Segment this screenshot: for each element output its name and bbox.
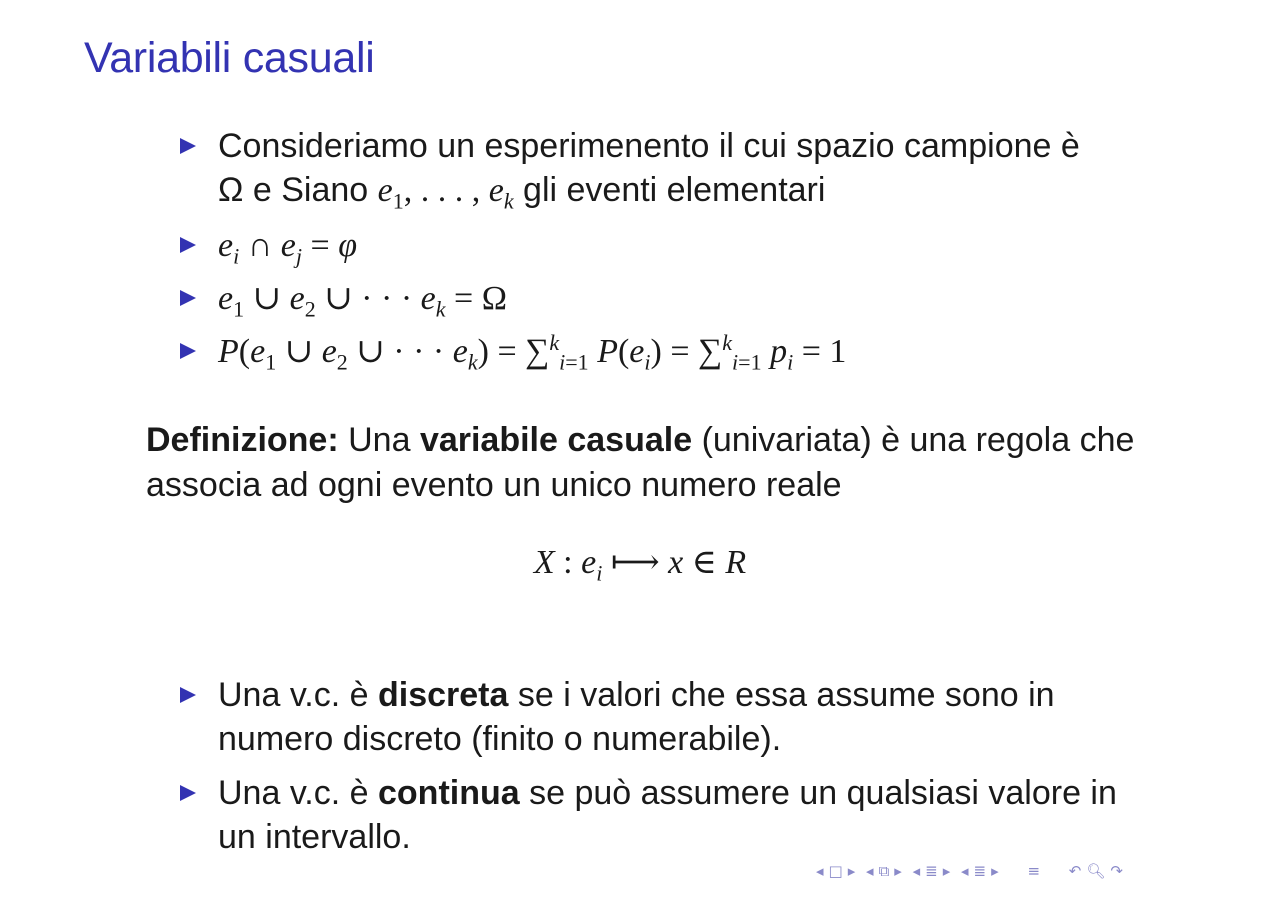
beamer-navigation-bar bbox=[816, 862, 1128, 880]
continuous-post: se può assumere un qualsiasi valore in un intervallo. bbox=[218, 774, 1117, 856]
definition-label: Definizione: bbox=[146, 421, 339, 459]
list-item bbox=[180, 771, 1140, 859]
continuous-pre: Una v.c. è bbox=[218, 774, 378, 812]
union-formula: $e_1$ ∪ $e_2$ ∪ · · · $e_k = \Omega$ bbox=[218, 280, 507, 322]
list-item bbox=[180, 124, 1140, 213]
list-item bbox=[180, 329, 1140, 374]
section2-prev-icon[interactable]: ◂ bbox=[961, 862, 970, 880]
list-item bbox=[180, 673, 1140, 761]
section-next-icon[interactable]: ▸ bbox=[942, 862, 952, 880]
section-prev-icon[interactable]: ◂ bbox=[912, 862, 922, 880]
section2-icon[interactable]: ≣ bbox=[973, 862, 988, 880]
subsection-next-icon[interactable]: ▸ bbox=[894, 862, 903, 880]
bullet-text-line2-suffix: gli eventi elementari bbox=[523, 171, 826, 209]
probability-formula: $P(e_1$ ∪ $e_2$ ∪ · · · $e_k) = \sum^k_{i=1}$ $P(e_i) = \sum^k_{i=1}$ $p_i = 1$ bbox=[218, 329, 847, 375]
section-icon[interactable]: ≣ bbox=[925, 862, 939, 880]
bullet-triangle-icon bbox=[180, 343, 196, 359]
mapping-formula: X : $e_i$ ⟼ x ∈ R bbox=[533, 544, 747, 586]
continuous-term: continua bbox=[378, 774, 520, 812]
bullet-triangle-icon bbox=[180, 290, 196, 306]
disjoint-formula: $e_i$ ∩ $e_j = \varphi$ bbox=[218, 227, 357, 269]
bullet-triangle-icon bbox=[180, 138, 196, 154]
frame-prev-icon[interactable]: ◂ bbox=[816, 862, 825, 880]
frame-next-icon[interactable]: ▸ bbox=[847, 862, 857, 880]
bullet-triangle-icon bbox=[180, 687, 196, 703]
definition-term: variabile casuale bbox=[419, 421, 693, 459]
definition-paragraph bbox=[146, 418, 1146, 508]
align-icon[interactable]: ≡ bbox=[1027, 862, 1042, 880]
discrete-term: discreta bbox=[378, 676, 509, 714]
top-bullet-list bbox=[180, 124, 1140, 374]
list-item bbox=[180, 276, 1140, 321]
discrete-pre: Una v.c. è bbox=[218, 676, 378, 714]
list-item bbox=[180, 223, 1140, 268]
subsection-prev-icon[interactable]: ◂ bbox=[866, 862, 875, 880]
definition-text2: (univariata) è una regola che associa ad ogni evento un unico numero reale bbox=[146, 421, 1135, 504]
section2-next-icon[interactable]: ▸ bbox=[991, 862, 1000, 880]
definition-text1: Una bbox=[338, 421, 420, 459]
search-icon[interactable]: 🔍︎ bbox=[1086, 862, 1107, 880]
subsection-icon[interactable]: ⧉ bbox=[878, 862, 891, 880]
bullet-triangle-icon bbox=[180, 785, 196, 801]
bullet-text-line1: Consideriamo un esperimenento il cui spazio campione è bbox=[218, 127, 1080, 165]
slide-title: Variabili casuali bbox=[84, 34, 375, 82]
frame-icon[interactable]: □ bbox=[828, 862, 844, 880]
bottom-bullet-list bbox=[180, 673, 1140, 859]
undo-icon[interactable]: ↶ bbox=[1068, 862, 1083, 880]
events-formula: $e_1$, . . . , $e_k$ bbox=[377, 172, 514, 214]
bullet-triangle-icon bbox=[180, 237, 196, 253]
bullet-text-line2-prefix: Ω e Siano bbox=[218, 171, 369, 209]
redo-icon[interactable]: ↷ bbox=[1110, 862, 1124, 880]
discrete-post: se i valori che essa assume sono in numero discreto (finito o numerabile). bbox=[218, 676, 1055, 758]
